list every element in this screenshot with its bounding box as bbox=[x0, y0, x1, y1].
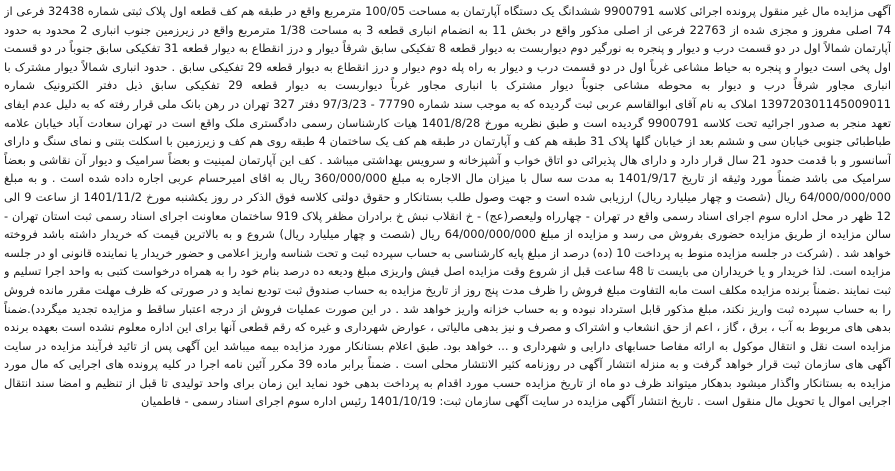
auction-notice-text: آگهی مزایده مال غیر منقول پرونده اجرائی کلاسه 9900791 ششدانگ یک دستگاه آپارتمان به مساحت 100/05 مترمربع واقع در طبقه هم کف قطعه اول پلاک ثبتی شماره 32438 فرعی از 74 اصلی مفروز و مجزی شده از 22763 فرعی از اصلی مذکور واقع در بخش 11 به انضمام انباری قطعه 3 به مساحت 1/38 مترمربع واقع در زیرزمین جنوب انباری 2 محدود به حدود آپارتمان شمالاً اول در دو قسمت درب و دیوار و پنجره به نورگیر دوم دیواربست به دیوار قطعه 8 تفکیکی سابق شرقاً دیوار و درز انقطاع به دیوار قطعه 31 تفکیکی سابق جنوباً در دو قسمت اول پخی است دیوار و پنجره به حیاط مشاعی غرباً اول در دو قسمت درب و دیوار به راه پله دوم دیوار و درز انقطاع به دیوار قطعه 29 تفکیکی سابق . حدود انباری شمالاً دیوار مشترک با انباری مجاور شرقاً درب و دیوار به محوطه مشاعی جنوباً دیوار مشترک با انباری مجاور غرباً دیواربست به دیوار قطعه 29 تفکیکی سابق ذیل دفتر الکترونیک شماره 139720301145009011 املاک به نام آقای ابوالقاسم عربی ثبت گردیده که به موجب سند شماره 77790 - 97/3/23 دفتر 327 تهران در رهن بانک ملی قرار رفته که به دلیل عدم ایفای تعهد منجر به صدور اجرائیه تحت کلاسه 9900791 گردیده است و طبق نظریه مورخ 1401/8/28 هیات کارشناسان رسمی دادگستری ملک واقع است در تهران سعادت آباد خیابان علامه طباطبائی جنوبی خیابان سی و ششم بعد از خیابان گلها پلاک 31 طبقه هم کف و آپارتمان در طبقه هم کف یک ساختمان 4 طبقه روی هم کف و زیرزمین با اسکلت بتنی و نمای سنگ و دارای آسانسور و با قدمت حدود 21 سال قرار دارد و دارای هال پذیرائی دو اتاق خواب و آشپزخانه و سرویس بهداشتی میباشد . کف این آپارتمان لمینیت و بعضاً سرامیک و دیوار آن نقاشی و بعضاً سرامیک می باشد ضمناً مورد وثیقه از تاریخ 1401/9/17 به مدت سه سال با میزان مال الاجاره به مبلغ 360/000/000 ریال به اقای امیرحسام عربی اجاره داده شده است . و به مبلغ 64/000/000/000 ریال (شصت و چهار میلیارد ریال) ارزیابی شده است و جهت وصول طلب بستانکار و حقوق دولتی کلاسه فوق الذکر در روز یکشنبه مورخ 1401/11/2 از ساعت 9 الی 12 ظهر در محل اداره سوم اجرای اسناد رسمی واقع در تهران - چهارراه ولیعصر(عج) - خ انقلاب نبش خ برادران مظفر پلاک 919 ساختمان معاونت اجرای اسناد رسمی ثبت استان تهران - سالن مزایده از طریق مزایده حضوری بفروش می رسد و مزایده از مبلغ 64/000/000/000 ریال (شصت و چهار میلیارد ریال) شروع و به بالاترین قیمت که خریدار داشته باشد فروخته خواهد شد . (شرکت در جلسه مزایده منوط به پرداخت 10 (ده) درصد از مبلغ پایه کارشناسی به حساب سپرده ثبت و تحت شناسه واریز اعلامی و حضور خریدار یا نماینده قانونی او در جلسه مزایده است. لذا خریدار و یا خریداران می بایست تا 48 ساعت قبل از شروع وقت مزایده اصل فیش واریزی مبلغ ودیعه ده درصد بنام خود را به همراه درخواست کتبی به واحد اجرا تسلیم و ثبت نمایند .ضمناً برنده مزایده مکلف است مابه التفاوت مبلغ فروش را ظرف مدت پنج روز از تاریخ مزایده به حساب صندوق ثبت تودیع نماید و در صورتی که ظرف مهلت مقرر مانده فروش را به حساب سپرده ثبت واریز نکند، مبلغ مذکور قابل استرداد نبوده و به حساب خزانه واریز خواهد شد . در این صورت عملیات فروش از درجه اعتبار ساقط و مزایده تجدید میگردد).ضمناً بدهی های مربوط به آب ، برق ، گاز ، اعم از حق انشعاب و اشتراک و مصرف و نیز بدهی مالیاتی ، عوارض شهرداری و غیره که رقم قطعی آنها برای این اداره معلوم نشده است بعهده برنده مزایده است نقل و انتقال موکول به ارائه مفاصا حسابهای دارایی و شهرداری و ... خواهد بود. طبق اعلام بستانکار مورد مزایده بیمه میباشد این آگهی پس از تائید فرآیند مزایده در سایت آگهی های سازمان ثبت قرار خواهد گرفت و به منزله انتشار آگهی در روزنامه کثیر الانتشار محلی است . ضمناً برابر ماده 39 مکرر آئین نامه اجرا در کلیه پرونده های اجرایی که مال مورد مزایده به بستانکار واگذار میشود بدهکار میتواند ظرف دو ماه از تاریخ مزایده حسب مورد اقدام به پرداخت بدهی خود نماید این زمان برای واحد تولیدی تا قبل از تنظیم و امضا سند انتقال اجرایی اموال یا تحویل مال منقول است . تاریخ انتشار آگهی مزایده در سایت آگهی سازمان ثبت: 1401/10/19 رئیس اداره سوم اجرای اسناد رسمی - فاطمیان bbox=[4, 4, 891, 409]
